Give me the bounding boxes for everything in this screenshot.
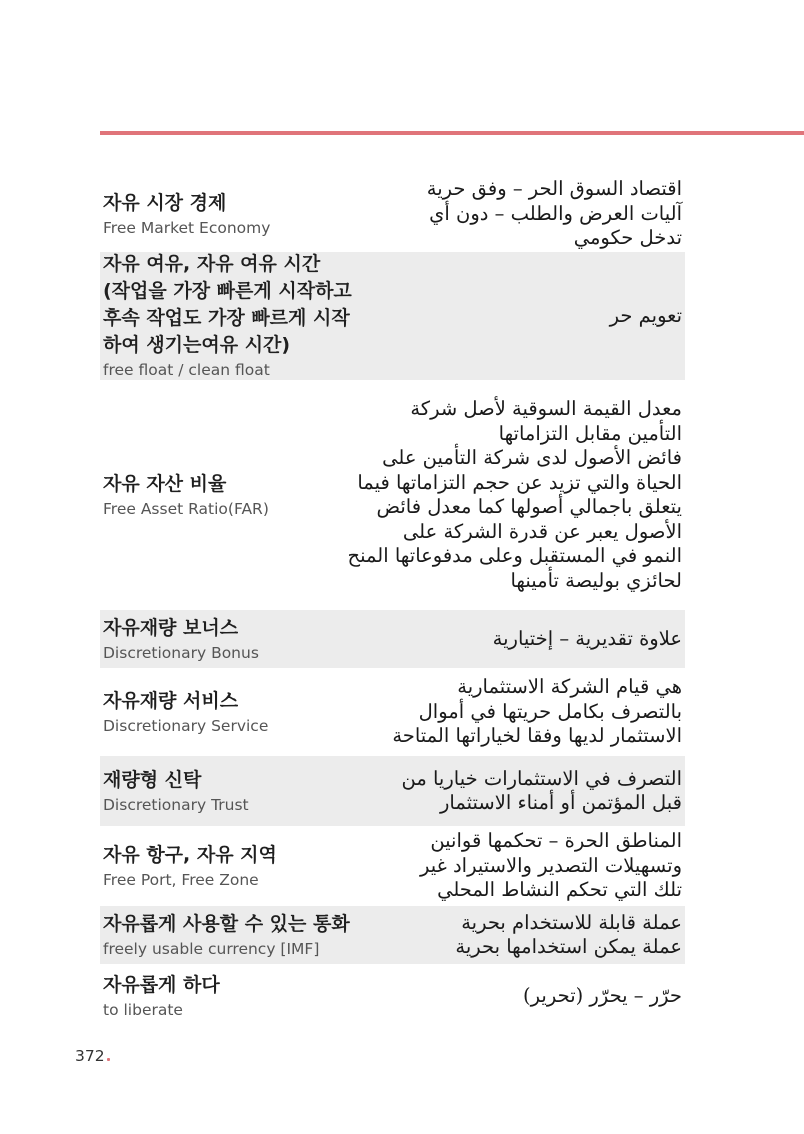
- term-english: freely usable currency [IMF]: [103, 939, 320, 958]
- term-korean: 자유재량 서비스: [103, 689, 239, 712]
- term-arabic: تعويم حر: [609, 303, 682, 327]
- term-arabic: هي قيام الشركة الاستثمارية بالتصرف بكامل حريتها في أموال الاستثمار لديها وفقا لخياراتها المتاحة: [392, 675, 682, 748]
- term-korean: 자유 여유, 자유 여유 시간 (작업을 가장 빠른게 시작하고 후속 작업도 가장 빠르게 시작 하여 생기는여유 시간): [103, 253, 352, 356]
- glossary-row: [100, 668, 685, 756]
- glossary-table: [100, 176, 685, 1028]
- term-korean: 자유 시장 경제: [103, 191, 227, 214]
- term-arabic: معدل القيمة السوقية لأصل شركة التأمين مقابل التزاماتها فائض الأصول لدى شركة التأمين على الحياة والتي تزيد عن حجم التزاماتها فيما يتعلق باجمالي أصولها كما معدل فائض الأصول يعبر عن قدرة الشركة على النمو في المستقبل وعلى مدفوعاتها المنح لحائزي بوليصة تأمينها: [347, 397, 682, 592]
- term-arabic: التصرف في الاستثمارات خياريا من قبل المؤتمن أو أمناء الاستثمار: [401, 766, 682, 814]
- term-arabic: حرّر – يحرّر (تحرير): [523, 983, 682, 1007]
- term-english: Free Port, Free Zone: [103, 870, 259, 889]
- glossary-row: [100, 826, 685, 906]
- term-korean: 자유롭게 하다: [103, 973, 220, 996]
- term-korean-block: [103, 911, 350, 960]
- term-english: Free Market Economy: [103, 218, 271, 237]
- term-english: Discretionary Service: [103, 716, 269, 735]
- term-english: Free Asset Ratio(FAR): [103, 499, 269, 518]
- page-number-dot: [107, 1058, 110, 1061]
- term-korean-block: [103, 190, 270, 239]
- term-korean-block: [103, 767, 249, 816]
- term-english: to liberate: [103, 1000, 183, 1019]
- header-rule: [100, 131, 804, 135]
- term-korean-block: [103, 615, 259, 664]
- term-korean-block: [103, 688, 268, 737]
- term-english: Discretionary Trust: [103, 795, 249, 814]
- term-korean: 자유재량 보너스: [103, 616, 239, 639]
- term-korean-block: [103, 972, 220, 1021]
- term-korean: 자유 자산 비율: [103, 472, 227, 495]
- term-korean: 자유 항구, 자유 지역: [103, 843, 277, 866]
- term-korean-block: [103, 471, 269, 520]
- term-korean-block: [103, 842, 277, 891]
- page-number: [75, 1047, 110, 1065]
- term-korean: 자유롭게 사용할 수 있는 통화: [103, 912, 350, 935]
- term-korean-block: [103, 251, 352, 381]
- glossary-row: [100, 610, 685, 668]
- glossary-row: [100, 176, 685, 252]
- glossary-row: [100, 906, 685, 964]
- glossary-row: [100, 964, 685, 1028]
- term-arabic: علاوة تقديرية – إختيارية: [492, 626, 682, 650]
- term-english: Discretionary Bonus: [103, 643, 259, 662]
- glossary-row: [100, 252, 685, 380]
- glossary-row: [100, 756, 685, 826]
- term-english: free float / clean float: [103, 361, 270, 379]
- term-korean: 재량형 신탁: [103, 768, 202, 791]
- term-arabic: اقتصاد السوق الحر – وفق حرية آليات العرض والطلب – دون أي تدخل حكومي: [426, 177, 682, 250]
- page-number-text: 372: [75, 1047, 105, 1065]
- term-arabic: المناطق الحرة – تحكمها قوانين وتسهيلات التصدير والاستيراد غير تلك التي تحكم النشاط المحلي: [419, 829, 682, 902]
- term-arabic: عملة قابلة للاستخدام بحرية عملة يمكن استخدامها بحرية: [455, 910, 682, 958]
- glossary-row: [100, 380, 685, 610]
